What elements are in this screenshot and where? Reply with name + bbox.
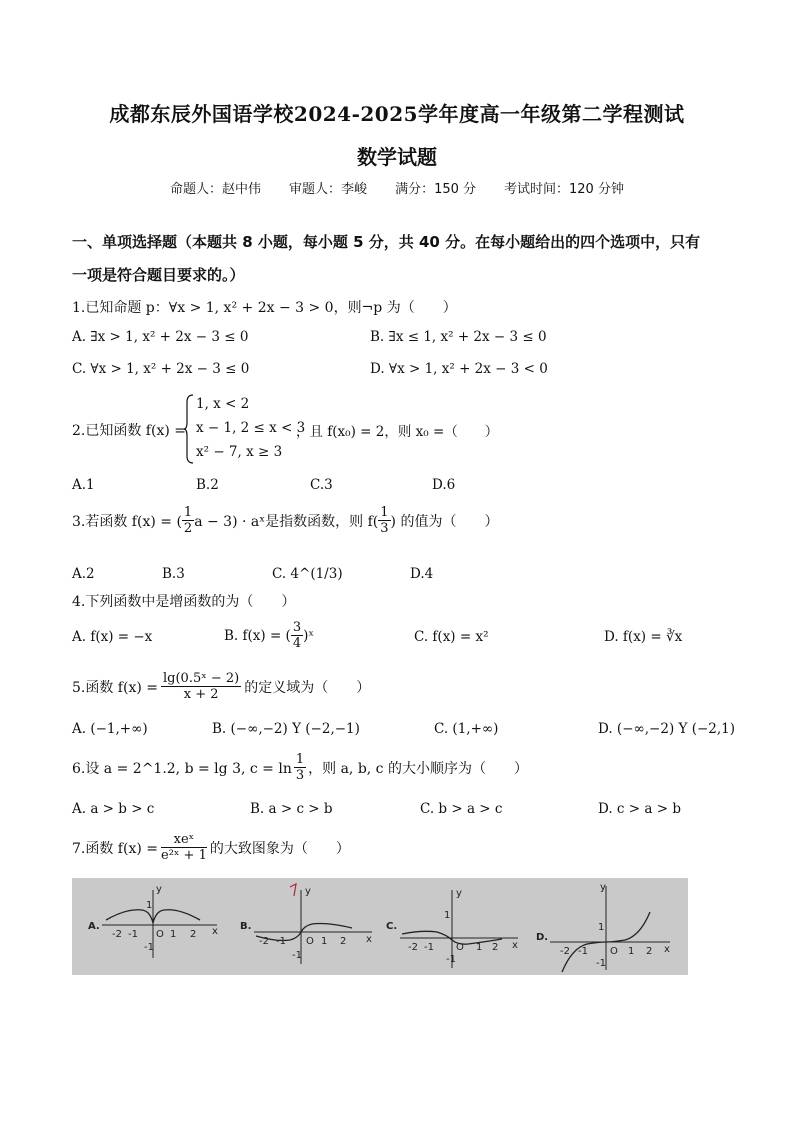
svg-text:-1: -1 [292,950,302,961]
q4-option-c: C. f(x) = x² [414,629,489,645]
meta-author: 命题人：赵中伟 [170,182,262,197]
svg-text:1: 1 [321,936,328,947]
svg-text:x: x [512,940,518,951]
q4-option-b: B. f(x) = ( $\frac{3}{4}$ )ˣ [224,620,315,651]
graph-d-label: D. [536,932,549,943]
q5-option-a: A. (−1,+∞) [72,721,148,737]
svg-text:x: x [664,944,670,955]
q3-suffix: ) 的值为（ ） [390,513,499,530]
svg-text:O: O [156,929,164,940]
q4-option-d: D. f(x) = ∛x [604,629,683,645]
svg-text:1: 1 [628,946,635,957]
q6-option-c: C. b > a > c [420,801,503,817]
q2-case-3: x² − 7, x ≥ 3 [196,444,283,460]
q6-stem: 6.设 a = 2^1.2, b = lg 3, c = ln $\frac{1}{3}$ ，则 a, b, c 的大小顺序为（ ） [72,752,528,783]
graph-c-label: C. [386,921,398,932]
meta-reviewer: 审题人：李峻 [289,182,368,197]
q3-option-d: D.4 [410,566,434,582]
q3-prefix: 3.若函数 f(x) = ( [72,513,182,530]
q6-fraction: $\frac{1}{3}$ [295,752,305,783]
graph-a [88,884,218,958]
svg-text:2: 2 [340,936,347,947]
q2-case-1: 1, x < 2 [196,396,250,412]
svg-text:y: y [305,886,311,897]
meta-full-score: 满分：150 分 [395,182,477,197]
graph-c [386,888,518,968]
svg-text:-1: -1 [446,954,456,965]
svg-text:O: O [306,936,314,947]
svg-text:y: y [456,888,462,899]
q5-stem: 5.函数 f(x) = $\frac{\text{lg(0.5ˣ − 2)}}{x + 2}$ 的定义域为（ ） [72,671,371,702]
q2-case-2: x − 1, 2 ≤ x < 3 [196,420,306,436]
q4-stem: 4.下列函数中是增函数的为（ ） [72,594,296,610]
q7-fraction: $\frac{\text{xeˣ}}{\text{e²ˣ + 1}}$ [161,832,207,863]
svg-text:-1: -1 [128,929,138,940]
q7-graph-strip [72,878,688,975]
svg-text:-2: -2 [259,936,269,947]
meta-time: 考试时间：120 分钟 [504,182,624,197]
q1-option-d: D. ∀x > 1, x² + 2x − 3 < 0 [370,361,548,377]
q3-fraction-half: $\frac{1}{2}$ [183,505,193,536]
q2-prefix: 2.已知函数 f(x) = [72,423,186,439]
svg-text:O: O [456,942,464,953]
svg-text:O: O [610,946,618,957]
q6-option-d: D. c > a > b [598,801,681,817]
svg-text:1: 1 [146,900,153,911]
q3-option-a: A.2 [72,566,95,582]
q3-option-b: B.3 [162,566,185,582]
svg-text:-2: -2 [560,946,570,957]
q1-stem: 1.已知命题 p：∀x > 1, x² + 2x − 3 > 0，则¬p 为（ ） [72,300,457,316]
q3-fraction-third: $\frac{1}{3}$ [380,505,389,536]
q2-suffix: ，且 f(x₀) = 2，则 x₀ =（ ） [296,424,499,440]
exam-meta [0,178,794,197]
q7-stem: 7.函数 f(x) = $\frac{\text{xeˣ}}{\text{e²ˣ + 1}}$ 的大致图象为（ ） [72,832,350,863]
graph-d [536,882,670,972]
svg-text:-1: -1 [596,958,606,969]
svg-text:x: x [366,934,372,945]
exam-title: 成都东辰外国语学校2024-2025学年度高一年级第二学程测试 [109,102,685,126]
graph-a-label: A. [88,921,100,932]
section-heading-cont: 一项是符合题目要求的。） [72,266,245,284]
q5-option-b: B. (−∞,−2) Y (−2,−1) [212,721,360,737]
svg-text:-1: -1 [144,942,154,953]
q1-option-a: A. ∃x > 1, x² + 2x − 3 ≤ 0 [72,329,249,345]
svg-text:-2: -2 [408,942,418,953]
q1-option-c: C. ∀x > 1, x² + 2x − 3 ≤ 0 [72,361,250,377]
q2-option-a: A.1 [72,477,95,493]
graph-b [240,884,372,964]
svg-text:1: 1 [476,942,483,953]
svg-text:x: x [212,926,218,937]
svg-text:-2: -2 [112,929,122,940]
exam-subtitle: 数学试题 [357,145,437,169]
svg-text:y: y [156,884,162,895]
q7-graphs-svg [72,878,688,975]
svg-text:1: 1 [598,922,605,933]
q3-mid: a − 3) · aˣ是指数函数，则 f( [194,513,379,530]
svg-text:2: 2 [646,946,653,957]
section-heading: 一、单项选择题（本题共 8 小题，每小题 5 分，共 40 分。在每小题给出的四个选项中，只有 [72,233,701,251]
q3-option-c: C. 4^(1/3) [272,566,343,582]
q2-brace [184,394,194,464]
q2-option-b: B.2 [196,477,219,493]
svg-text:-1: -1 [276,936,286,947]
q4-option-a: A. f(x) = −x [72,629,153,645]
svg-text:-1: -1 [578,946,588,957]
q5-fraction: $\frac{\text{lg(0.5ˣ − 2)}}{x + 2}$ [163,671,240,702]
pen-check-mark [290,884,296,896]
q5-option-c: C. (1,+∞) [434,721,499,737]
graph-b-label: B. [240,921,252,932]
svg-text:2: 2 [492,942,499,953]
q1-option-b: B. ∃x ≤ 1, x² + 2x − 3 ≤ 0 [370,329,547,345]
q6-option-a: A. a > b > c [72,801,155,817]
q2-option-c: C.3 [310,477,333,493]
svg-text:2: 2 [190,929,197,940]
q5-option-d: D. (−∞,−2) Y (−2,1) [598,721,736,737]
q2-option-d: D.6 [432,477,456,493]
svg-text:1: 1 [444,910,451,921]
svg-text:y: y [600,882,606,893]
q3-stem [72,505,498,536]
svg-text:-1: -1 [424,942,434,953]
q6-option-b: B. a > c > b [250,801,333,817]
svg-text:1: 1 [170,929,177,940]
